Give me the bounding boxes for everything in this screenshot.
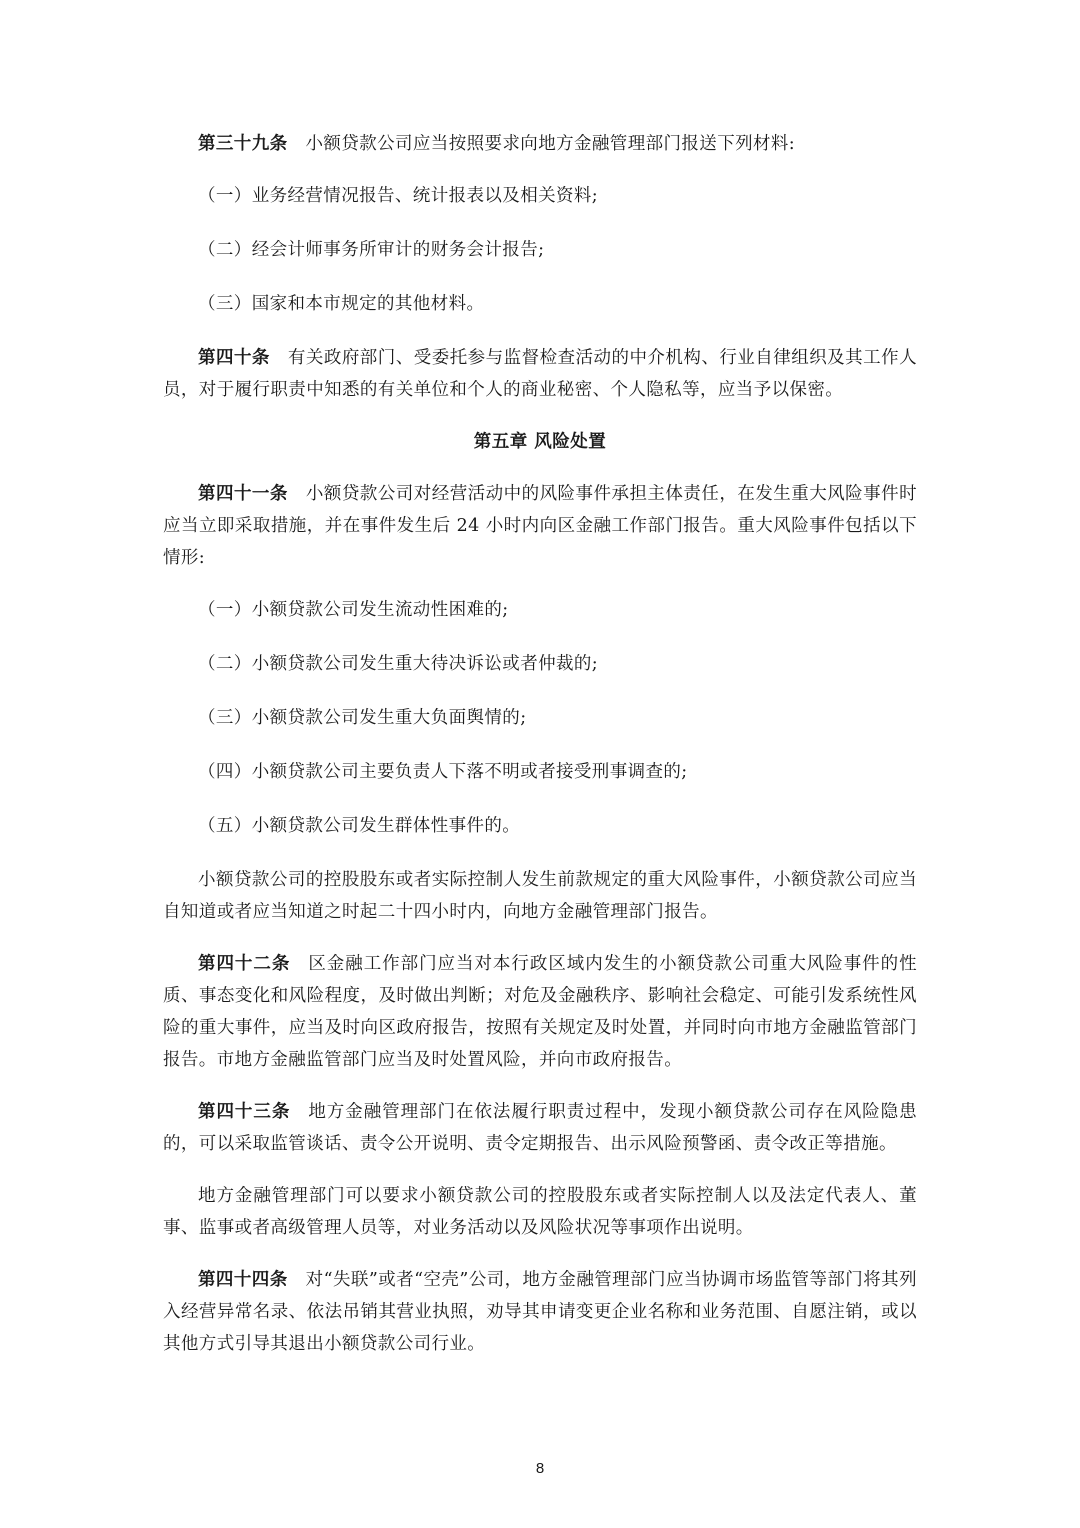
list-item: （二）经会计师事务所审计的财务会计报告; <box>198 240 545 260</box>
article-43-paragraph-2: 地方金融管理部门可以要求小额贷款公司的控股股东或者实际控制人以及法定代表人、董事、监事或者高级管理人员等，对业务活动以及风险状况等事项作出说明。 <box>163 1186 917 1238</box>
article-text: 区金融工作部门应当对本行政区域内发生的小额贷款公司重大风险事件的性质、事态变化和风险程度，及时做出判断；对危及金融秩序、影响社会稳定、可能引发系统性风险的重大事件，应当及时向区政府报告，按照有关规定及时处置，并同时向市地方金融监管部门报告。市地方金融监管部门应当及时处置风险，并向市政府报告。 <box>163 954 917 1070</box>
article-number: 第四十一条 <box>198 484 288 504</box>
article-number: 第四十二条 <box>198 954 291 974</box>
article-number: 第四十四条 <box>198 1270 288 1290</box>
article-40 <box>163 342 917 406</box>
list-item: （一）业务经营情况报告、统计报表以及相关资料; <box>198 186 599 206</box>
article-text: 对“失联”或者“空壳”公司，地方金融管理部门应当协调市场监管等部门将其列入经营异常名录、依法吊销其营业执照，劝导其申请变更企业名称和业务范围、自愿注销，或以其他方式引导其退出小额贷款公司行业。 <box>163 1270 918 1354</box>
article-42 <box>163 948 917 1076</box>
list-item: （五）小额贷款公司发生群体性事件的。 <box>198 816 521 836</box>
list-item: （三）国家和本市规定的其他材料。 <box>198 294 485 314</box>
article-41 <box>163 478 917 574</box>
article-text: 小额贷款公司对经营活动中的风险事件承担主体责任，在发生重大风险事件时应当立即采取措施，并在事件发生后 24 小时内向区金融工作部门报告。重大风险事件包括以下情形: <box>163 484 917 568</box>
article-number: 第四十三条 <box>198 1102 291 1122</box>
chapter-heading: 第五章 风险处置 <box>473 432 607 452</box>
list-item: （一）小额贷款公司发生流动性困难的; <box>198 600 509 620</box>
list-item: （四）小额贷款公司主要负责人下落不明或者接受刑事调查的; <box>198 762 688 782</box>
document-body <box>163 128 917 1380</box>
article-number: 第三十九条 <box>198 134 288 154</box>
article-44 <box>163 1264 917 1360</box>
page-number: 8 <box>535 1460 545 1477</box>
article-43 <box>163 1096 917 1160</box>
list-item: （二）小额贷款公司发生重大待决诉讼或者仲裁的; <box>198 654 599 674</box>
article-text: 地方金融管理部门在依法履行职责过程中，发现小额贷款公司存在风险隐患的，可以采取监管谈话、责令公开说明、责令定期报告、出示风险预警函、责令改正等措施。 <box>163 1102 917 1154</box>
article-text: 小额贷款公司应当按照要求向地方金融管理部门报送下列材料: <box>305 134 796 154</box>
article-number: 第四十条 <box>198 348 270 368</box>
article-39 <box>163 128 917 160</box>
article-text: 有关政府部门、受委托参与监督检查活动的中介机构、行业自律组织及其工作人员，对于履行职责中知悉的有关单位和个人的商业秘密、个人隐私等，应当予以保密。 <box>163 348 917 400</box>
article-41-paragraph-2: 小额贷款公司的控股股东或者实际控制人发生前款规定的重大风险事件，小额贷款公司应当自知道或者应当知道之时起二十四小时内，向地方金融管理部门报告。 <box>163 870 917 922</box>
list-item: （三）小额贷款公司发生重大负面舆情的; <box>198 708 527 728</box>
